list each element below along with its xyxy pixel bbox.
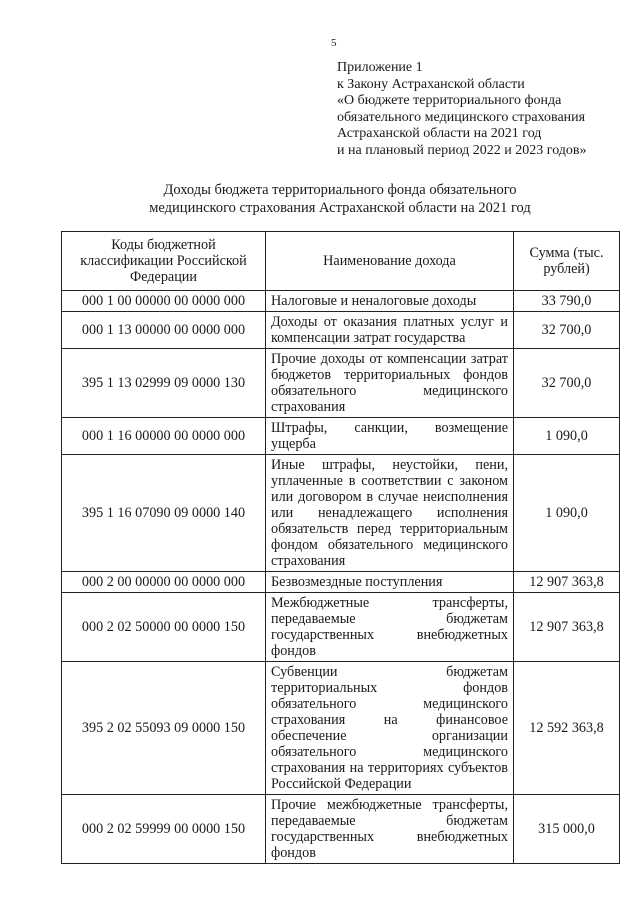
appendix-line: к Закону Астраханской области xyxy=(337,76,525,92)
row-sum: 315 000,0 xyxy=(514,795,620,864)
table-row xyxy=(62,795,620,864)
table-row xyxy=(62,593,620,662)
row-name: Налоговые и неналоговые доходы xyxy=(266,291,514,312)
row-sum: 12 907 363,8 xyxy=(514,593,620,662)
document-title-line: медицинского страхования Астраханской области на 2021 год xyxy=(149,200,531,216)
row-code: 395 2 02 55093 09 0000 150 xyxy=(62,662,266,795)
row-code: 000 2 02 50000 00 0000 150 xyxy=(62,593,266,662)
document-title xyxy=(60,181,620,217)
row-name: Доходы от оказания платных услуг и компенсации затрат государства xyxy=(266,312,514,349)
table-row xyxy=(62,455,620,572)
row-name: Штрафы, санкции, возмещение ущерба xyxy=(266,418,514,455)
row-sum: 12 907 363,8 xyxy=(514,572,620,593)
row-code: 000 1 00 00000 00 0000 000 xyxy=(62,291,266,312)
table-row xyxy=(62,418,620,455)
appendix-line: Астраханской области на 2021 год xyxy=(337,126,542,142)
header-sum: Сумма (тыс. рублей) xyxy=(514,232,620,291)
row-name: Прочие межбюджетные трансферты, передаваемые бюджетам государственных внебюджетных фондов xyxy=(266,795,514,864)
table-row xyxy=(62,572,620,593)
row-sum: 32 700,0 xyxy=(514,312,620,349)
table-row xyxy=(62,662,620,795)
row-sum: 33 790,0 xyxy=(514,291,620,312)
table-row xyxy=(62,349,620,418)
table-row xyxy=(62,291,620,312)
table-row xyxy=(62,312,620,349)
row-sum: 32 700,0 xyxy=(514,349,620,418)
page-number: 5 xyxy=(331,37,337,49)
row-code: 000 1 13 00000 00 0000 000 xyxy=(62,312,266,349)
row-code: 000 2 02 59999 00 0000 150 xyxy=(62,795,266,864)
row-code: 000 1 16 00000 00 0000 000 xyxy=(62,418,266,455)
row-sum: 1 090,0 xyxy=(514,455,620,572)
row-code: 000 2 00 00000 00 0000 000 xyxy=(62,572,266,593)
row-name: Субвенции бюджетам территориальных фондов обязательного медицинского страхования на финансовое обеспечение организации обязательного медицинского страхования на территориях субъектов Российской Федерации xyxy=(266,662,514,795)
row-name: Иные штрафы, неустойки, пени, уплаченные в соответствии с законом или договором в случае неисполнения или ненадлежащего исполнения обязательств перед территориальным фондом обязательного медицинского страхования xyxy=(266,455,514,572)
row-code: 395 1 16 07090 09 0000 140 xyxy=(62,455,266,572)
row-sum: 12 592 363,8 xyxy=(514,662,620,795)
row-name: Безвозмездные поступления xyxy=(266,572,514,593)
row-code: 395 1 13 02999 09 0000 130 xyxy=(62,349,266,418)
appendix-block xyxy=(337,60,627,160)
row-name: Прочие доходы от компенсации затрат бюджетов территориальных фондов обязательного медицинского страхования xyxy=(266,349,514,418)
document-title-line: Доходы бюджета территориального фонда обязательного xyxy=(163,182,517,198)
appendix-line: Приложение 1 xyxy=(337,60,423,75)
header-name: Наименование дохода xyxy=(266,232,514,291)
revenue-table xyxy=(61,231,620,864)
row-sum: 1 090,0 xyxy=(514,418,620,455)
appendix-line: и на плановый период 2022 и 2023 годов» xyxy=(337,142,587,158)
table-header-row xyxy=(62,232,620,291)
row-name: Межбюджетные трансферты, передаваемые бюджетам государственных внебюджетных фондов xyxy=(266,593,514,662)
header-code: Коды бюджетной классификации Российской Федерации xyxy=(62,232,266,291)
appendix-line: обязательного медицинского страхования xyxy=(337,109,586,125)
appendix-line: «О бюджете территориального фонда xyxy=(337,93,562,109)
